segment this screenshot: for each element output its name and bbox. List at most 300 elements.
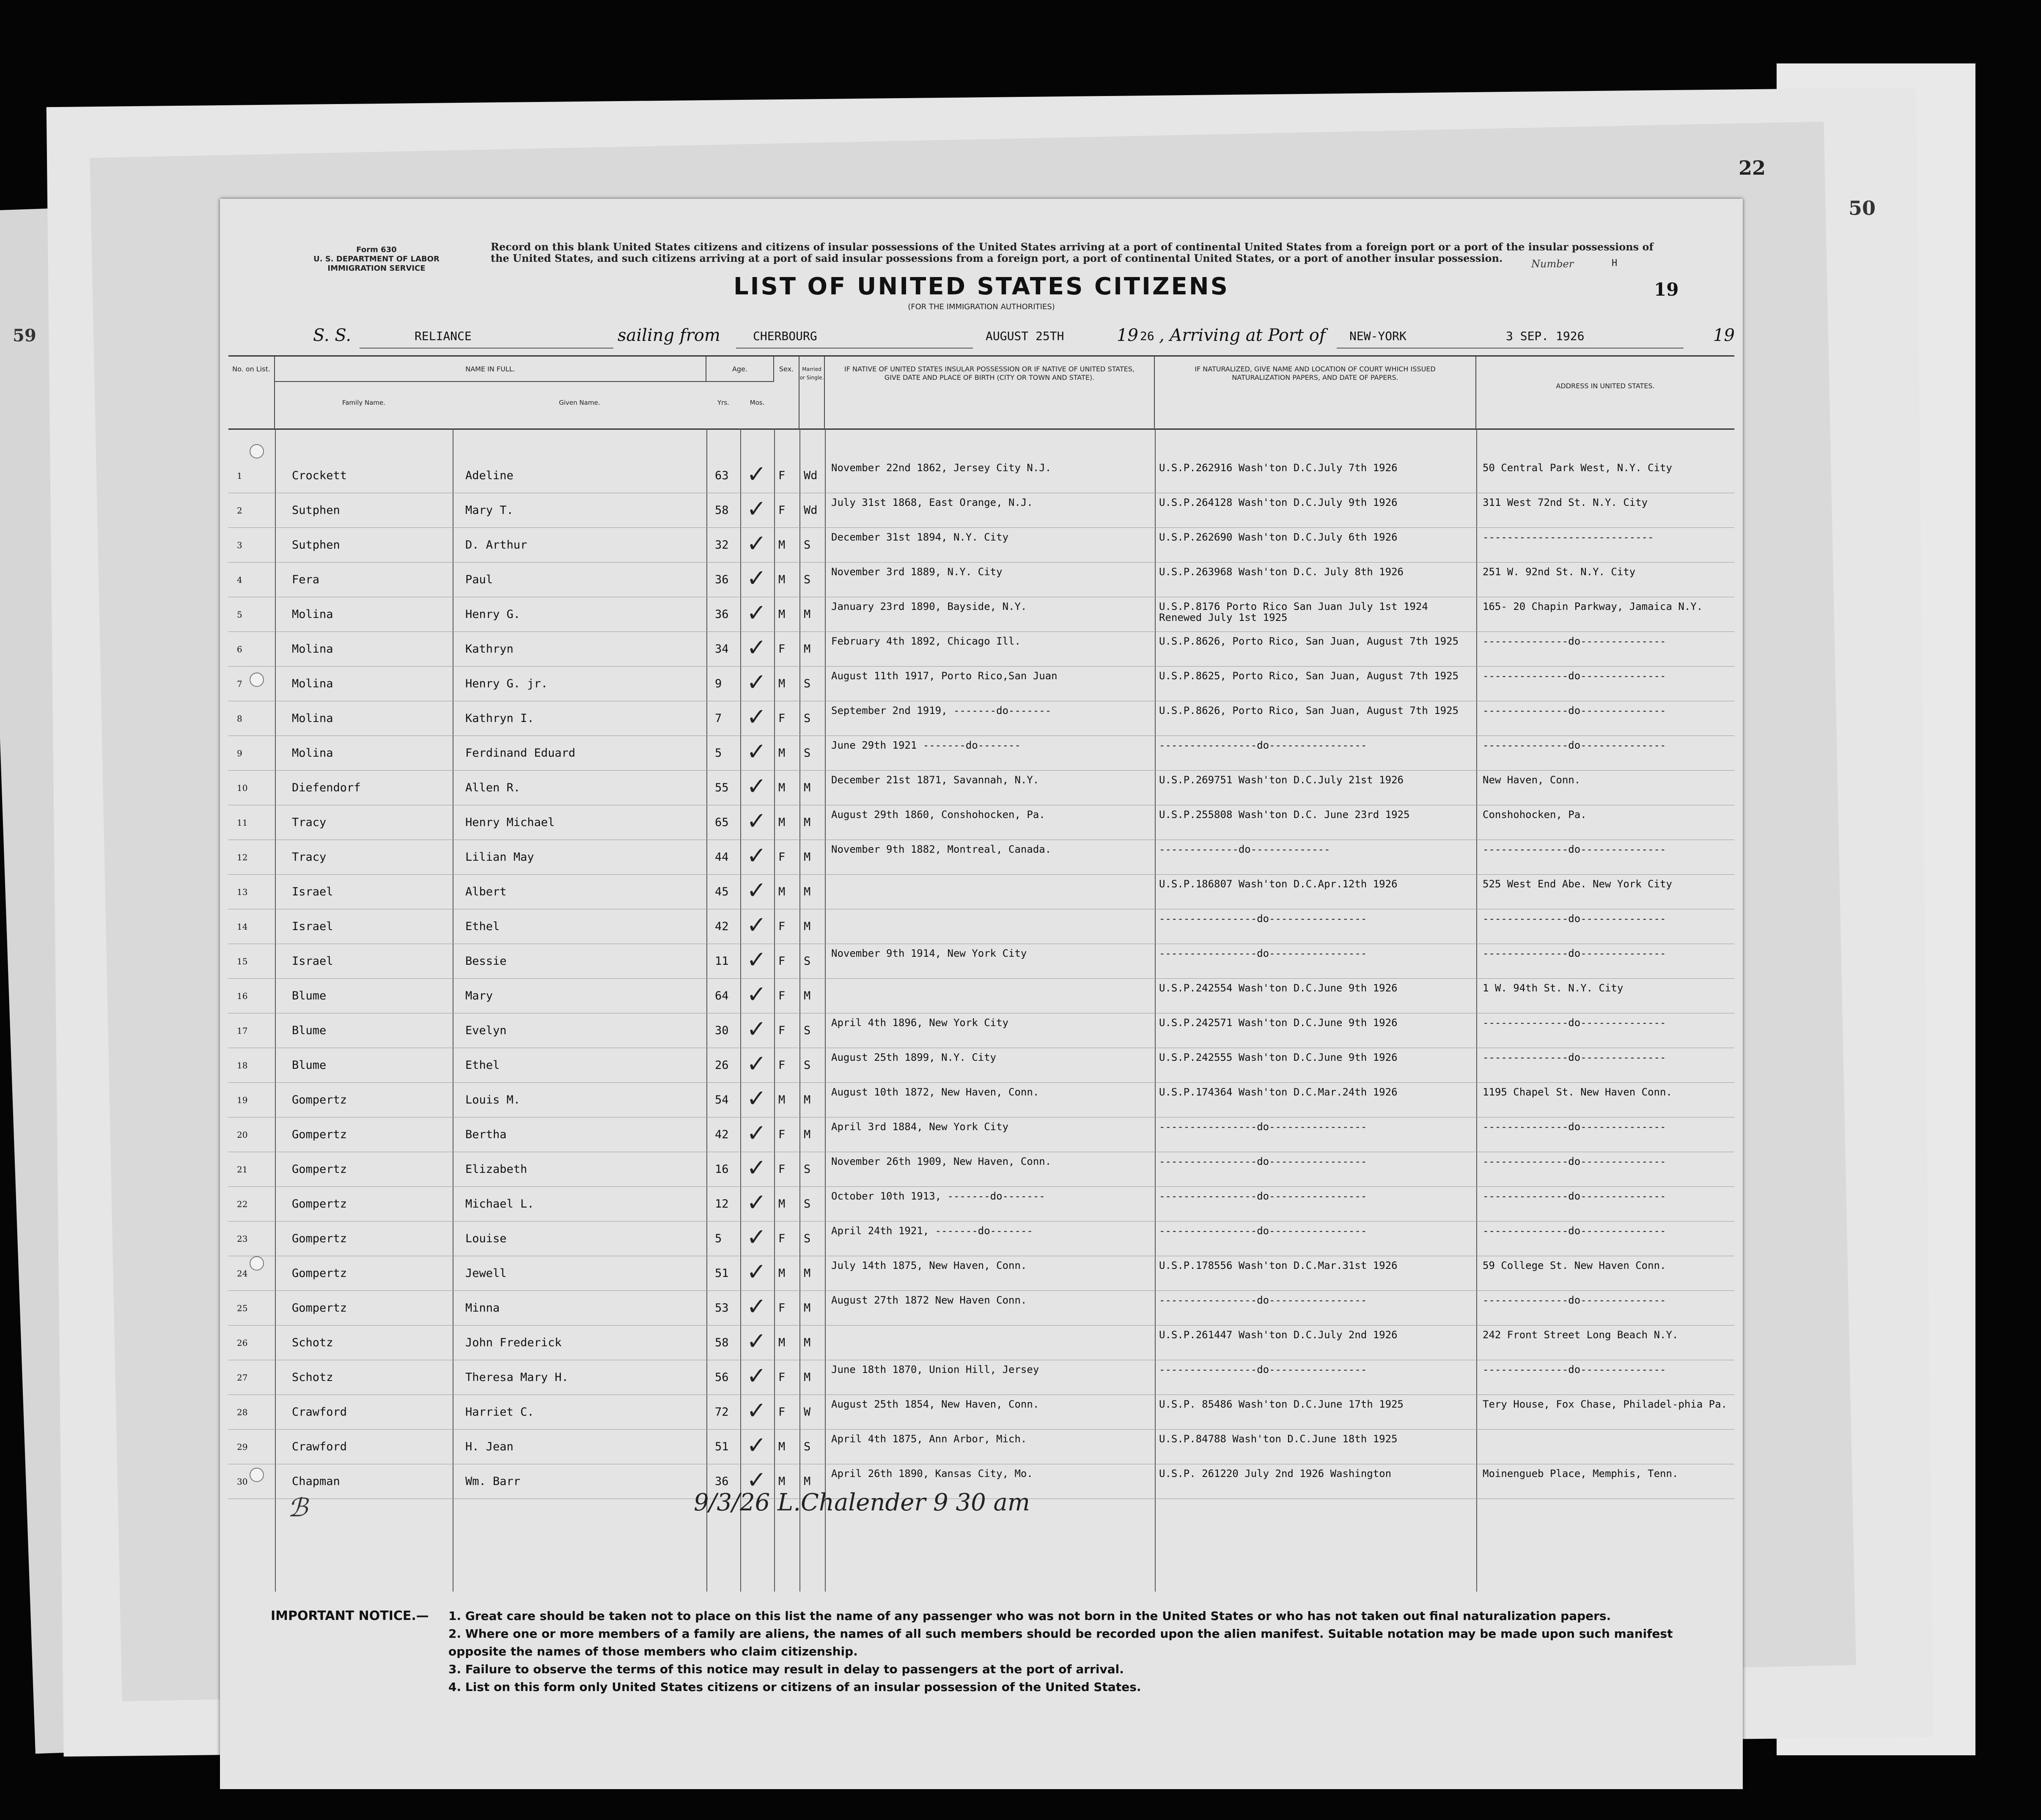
given-name: D. Arthur: [465, 538, 527, 552]
table-row: [228, 1325, 1734, 1360]
department-name: U. S. DEPARTMENT OF LABOR: [313, 255, 440, 264]
address: --------------do--------------: [1483, 670, 1666, 681]
outer-page-number-b: 50: [1849, 197, 1876, 220]
sex: M: [778, 781, 786, 794]
birth-info: April 3rd 1884, New York City: [831, 1121, 1009, 1132]
naturalization-info: ----------------do----------------: [1159, 1156, 1367, 1167]
family-name: Chapman: [292, 1475, 340, 1488]
birth-info: November 3rd 1889, N.Y. City: [831, 566, 1003, 577]
age-years: 65: [715, 816, 729, 829]
address: 165- 20 Chapin Parkway, Jamaica N.Y.: [1483, 601, 1703, 612]
sailing-label: sailing from: [618, 326, 720, 345]
table-row: [228, 874, 1734, 909]
given-name: Henry G.: [465, 608, 521, 621]
marital-status: S: [804, 538, 811, 552]
row-number: 8: [237, 714, 242, 724]
age-years: 63: [715, 469, 729, 482]
given-name: Mary: [465, 989, 493, 1002]
row-number: 2: [237, 505, 242, 516]
birth-info: August 25th 1899, N.Y. City: [831, 1052, 997, 1063]
marital-status: Wd: [804, 504, 818, 517]
given-name: Mary T.: [465, 504, 514, 517]
family-name: Gompertz: [292, 1267, 347, 1280]
given-name: John Frederick: [465, 1336, 562, 1349]
family-name: Israel: [292, 955, 333, 968]
birth-info: July 31st 1868, East Orange, N.J.: [831, 497, 1033, 508]
age-years: 56: [715, 1371, 729, 1384]
family-name: Fera: [292, 573, 320, 586]
table-row: [228, 736, 1734, 771]
row-number: 9: [237, 748, 242, 758]
age-years: 55: [715, 781, 729, 794]
given-name: Harriet C.: [465, 1405, 534, 1419]
row-number: 14: [237, 922, 248, 932]
birth-info: October 10th 1913, -------do-------: [831, 1191, 1045, 1202]
row-number: 26: [237, 1338, 248, 1348]
number-value: H: [1612, 258, 1618, 269]
check-mark: ✓: [747, 1120, 766, 1147]
check-mark: ✓: [747, 877, 766, 904]
table-row: [228, 770, 1734, 805]
punch-hole: [250, 444, 264, 458]
given-name: Minna: [465, 1301, 500, 1315]
table-row: [228, 1395, 1734, 1430]
birth-info: April 26th 1890, Kansas City, Mo.: [831, 1468, 1033, 1479]
arrival-port: NEW-YORK: [1349, 329, 1406, 343]
table-row: [228, 1360, 1734, 1395]
age-years: 9: [715, 677, 722, 690]
table-row: [228, 1152, 1734, 1187]
header-married: Married or Single.: [799, 357, 825, 428]
family-name: Gompertz: [292, 1232, 347, 1245]
family-name: Molina: [292, 608, 333, 621]
given-name: H. Jean: [465, 1440, 514, 1453]
notice-list: [448, 1607, 1709, 1696]
marital-status: S: [804, 712, 811, 725]
family-name: Molina: [292, 642, 333, 656]
check-mark: ✓: [747, 1328, 766, 1355]
age-years: 5: [715, 747, 722, 760]
sex: M: [778, 1440, 786, 1453]
page-title: LIST OF UNITED STATES CITIZENS: [733, 273, 1229, 300]
birth-info: September 2nd 1919, -------do-------: [831, 705, 1052, 716]
table-header: [228, 357, 1734, 430]
outer-page-number-c: 59: [13, 326, 36, 346]
naturalization-info: ----------------do----------------: [1159, 740, 1367, 751]
family-name: Gompertz: [292, 1093, 347, 1106]
address: --------------do--------------: [1483, 636, 1666, 647]
address: --------------do--------------: [1483, 844, 1666, 855]
table-row: [228, 631, 1734, 667]
birth-info: April 4th 1896, New York City: [831, 1017, 1009, 1028]
naturalization-info: U.S.P.269751 Wash'ton D.C.July 21st 1926: [1159, 774, 1404, 785]
sex: M: [778, 538, 786, 552]
address: --------------do--------------: [1483, 1225, 1666, 1236]
sex: M: [778, 677, 786, 690]
family-name: Blume: [292, 1059, 327, 1072]
naturalization-info: U.S.P.84788 Wash'ton D.C.June 18th 1925: [1159, 1433, 1398, 1444]
sex: F: [778, 1163, 786, 1176]
birth-info: July 14th 1875, New Haven, Conn.: [831, 1260, 1027, 1271]
age-years: 58: [715, 504, 729, 517]
marital-status: M: [804, 920, 811, 933]
given-name: Theresa Mary H.: [465, 1371, 569, 1384]
address: 251 W. 92nd St. N.Y. City: [1483, 566, 1636, 577]
age-years: 5: [715, 1232, 722, 1245]
address: --------------do--------------: [1483, 705, 1666, 716]
table-row: [228, 1082, 1734, 1117]
check-mark: ✓: [747, 911, 766, 939]
header-sex: Sex.: [774, 357, 799, 428]
departure-date: AUGUST 25TH: [986, 329, 1064, 343]
given-name: Allen R.: [465, 781, 521, 794]
row-number: 4: [237, 575, 242, 585]
marital-status: M: [804, 608, 811, 621]
family-name: Molina: [292, 712, 333, 725]
check-mark: ✓: [747, 1466, 766, 1494]
birth-info: April 4th 1875, Ann Arbor, Mich.: [831, 1433, 1027, 1444]
row-number: 16: [237, 991, 248, 1001]
naturalization-info: U.S.P.262690 Wash'ton D.C.July 6th 1926: [1159, 532, 1398, 543]
voyage-line: [313, 326, 1735, 351]
header-naturalized: IF NATURALIZED, GIVE NAME AND LOCATION OF COURT WHICH ISSUED NATURALIZATION PAPERS, AND DATE OF PAPERS.: [1155, 357, 1476, 428]
birth-info: August 11th 1917, Porto Rico,San Juan: [831, 670, 1058, 681]
family-name: Schotz: [292, 1336, 333, 1349]
header-no: No. on List.: [228, 357, 275, 428]
table-row: [228, 978, 1734, 1013]
address: New Haven, Conn.: [1483, 774, 1581, 785]
birth-info: June 29th 1921 -------do-------: [831, 740, 1021, 751]
address: --------------do--------------: [1483, 1052, 1666, 1063]
naturalization-info: U.S.P.255808 Wash'ton D.C. June 23rd 1925: [1159, 809, 1410, 820]
check-mark: ✓: [747, 565, 766, 592]
age-years: 51: [715, 1267, 729, 1280]
naturalization-info: U.S.P.242555 Wash'ton D.C.June 9th 1926: [1159, 1052, 1398, 1063]
form-number: Form 630: [356, 245, 397, 254]
row-number: 12: [237, 852, 248, 862]
naturalization-info: U.S.P.242571 Wash'ton D.C.June 9th 1926: [1159, 1017, 1398, 1028]
table-row: [228, 1013, 1734, 1048]
address: 50 Central Park West, N.Y. City: [1483, 462, 1672, 473]
family-name: Molina: [292, 677, 333, 690]
table-row: [228, 458, 1734, 493]
naturalization-info: ----------------do----------------: [1159, 1364, 1367, 1375]
marital-status: S: [804, 1024, 811, 1037]
check-mark: ✓: [747, 842, 766, 870]
header-mos: Mos.: [750, 399, 765, 406]
table-row: [228, 666, 1734, 701]
citizen-list-form: [220, 199, 1743, 1789]
form-header-block: [271, 245, 482, 273]
family-name: Gompertz: [292, 1163, 347, 1176]
naturalization-info: ----------------do----------------: [1159, 1225, 1367, 1236]
address: --------------do--------------: [1483, 1295, 1666, 1306]
row-number: 15: [237, 956, 248, 966]
header-birth: IF NATIVE OF UNITED STATES INSULAR POSSESSION OR IF NATIVE OF UNITED STATES, GIVE DATE AND PLACE OF BIRTH (CITY OR TOWN AND STATE).: [825, 357, 1155, 428]
birth-info: November 22nd 1862, Jersey City N.J.: [831, 462, 1052, 473]
address: --------------do--------------: [1483, 948, 1666, 959]
naturalization-info: U.S.P.8625, Porto Rico, San Juan, August 7th 1925: [1159, 670, 1459, 681]
age-years: 54: [715, 1093, 729, 1106]
page-subtitle: (FOR THE IMMIGRATION AUTHORITIES): [908, 302, 1055, 311]
header-family: Family Name.: [342, 399, 386, 406]
naturalization-info: U.S.P.263968 Wash'ton D.C. July 8th 1926: [1159, 566, 1404, 577]
marital-status: S: [804, 677, 811, 690]
table-row: [228, 597, 1734, 632]
sex: F: [778, 712, 786, 725]
family-name: Schotz: [292, 1371, 333, 1384]
header-address: ADDRESS IN UNITED STATES.: [1556, 382, 1655, 390]
header-age: Age.: [706, 357, 774, 382]
age-years: 72: [715, 1405, 729, 1419]
header-name: NAME IN FULL.: [275, 357, 706, 382]
age-years: 36: [715, 608, 729, 621]
naturalization-info: U.S.P.261447 Wash'ton D.C.July 2nd 1926: [1159, 1329, 1398, 1340]
sex: F: [778, 1059, 786, 1072]
notice-item: 3. Failure to observe the terms of this notice may result in delay to passengers at the port of arrival.: [448, 1662, 1124, 1676]
table-row: [228, 562, 1734, 597]
marital-status: M: [804, 1336, 811, 1349]
marital-status: M: [804, 1128, 811, 1141]
family-name: Molina: [292, 747, 333, 760]
address: 242 Front Street Long Beach N.Y.: [1483, 1329, 1678, 1340]
check-mark: ✓: [747, 1362, 766, 1390]
birth-info: April 24th 1921, -------do-------: [831, 1225, 1033, 1236]
age-years: 42: [715, 920, 729, 933]
naturalization-info: U.S.P. 261220 July 2nd 1926 Washington: [1159, 1468, 1392, 1479]
address: ----------------------------: [1483, 532, 1654, 543]
birth-info: November 9th 1914, New York City: [831, 948, 1027, 959]
row-number: 13: [237, 887, 248, 897]
row-number: 11: [237, 818, 248, 828]
given-name: Louis M.: [465, 1093, 521, 1106]
check-mark: ✓: [747, 1189, 766, 1216]
outer-page-number-a: 22: [1739, 156, 1766, 179]
marital-status: Wd: [804, 469, 818, 482]
check-mark: ✓: [747, 738, 766, 766]
birth-info: December 21st 1871, Savannah, N.Y.: [831, 774, 1039, 785]
address: --------------do--------------: [1483, 740, 1666, 751]
check-mark: ✓: [747, 1432, 766, 1459]
row-number: 10: [237, 783, 248, 793]
naturalization-info: ----------------do----------------: [1159, 1121, 1367, 1132]
given-name: Kathryn I.: [465, 712, 534, 725]
family-name: Crockett: [292, 469, 347, 482]
marital-status: M: [804, 885, 811, 898]
naturalization-info: U.S.P.186807 Wash'ton D.C.Apr.12th 1926: [1159, 878, 1398, 889]
age-years: 30: [715, 1024, 729, 1037]
family-name: Israel: [292, 885, 333, 898]
check-mark: ✓: [747, 1085, 766, 1112]
family-name: Crawford: [292, 1440, 347, 1453]
marital-status: S: [804, 1163, 811, 1176]
row-number: 21: [237, 1164, 248, 1175]
service-name: IMMIGRATION SERVICE: [327, 264, 426, 273]
row-number: 18: [237, 1060, 248, 1071]
marital-status: S: [804, 1232, 811, 1245]
marital-status: M: [804, 1093, 811, 1106]
family-name: Tracy: [292, 816, 327, 829]
birth-info: November 9th 1882, Montreal, Canada.: [831, 844, 1052, 855]
given-name: Ethel: [465, 1059, 500, 1072]
naturalization-info: U.S.P.264128 Wash'ton D.C.July 9th 1926: [1159, 497, 1398, 508]
sex: M: [778, 608, 786, 621]
family-name: Diefendorf: [292, 781, 361, 794]
marital-status: M: [804, 642, 811, 656]
given-name: Louise: [465, 1232, 507, 1245]
given-name: Lilian May: [465, 851, 534, 864]
notice-item: 2. Where one or more members of a family are aliens, the names of all such members should be recorded upon the alien manifest. Suitable notation may be made upon such manifest opposite the names of those members who claim citizenship.: [448, 1627, 1673, 1658]
table-row: [228, 1429, 1734, 1464]
birth-info: November 26th 1909, New Haven, Conn.: [831, 1156, 1052, 1167]
naturalization-info: U.S.P.242554 Wash'ton D.C.June 9th 1926: [1159, 983, 1398, 994]
notice-item: 4. List on this form only United States citizens or citizens of an insular possession of the United States.: [448, 1680, 1141, 1694]
age-years: 7: [715, 712, 722, 725]
table-row: [228, 1186, 1734, 1222]
address: Tery House, Fox Chase, Philadel-phia Pa.: [1483, 1399, 1727, 1410]
ship-name: RELIANCE: [415, 329, 472, 343]
check-mark: ✓: [747, 1224, 766, 1251]
check-mark: ✓: [747, 1397, 766, 1425]
check-mark: ✓: [747, 1293, 766, 1320]
naturalization-info: ----------------do----------------: [1159, 913, 1367, 924]
row-number: 30: [237, 1477, 248, 1487]
address: --------------do--------------: [1483, 1156, 1666, 1167]
address: 525 West End Abe. New York City: [1483, 878, 1672, 889]
age-years: 32: [715, 538, 729, 552]
age-years: 53: [715, 1301, 729, 1315]
address: --------------do--------------: [1483, 1121, 1666, 1132]
check-mark: ✓: [747, 703, 766, 731]
punch-hole: [250, 673, 264, 687]
age-years: 36: [715, 573, 729, 586]
marital-status: S: [804, 573, 811, 586]
handwritten-mark: ℬ: [288, 1493, 308, 1523]
table-row: [228, 493, 1734, 528]
marital-status: M: [804, 851, 811, 864]
sex: F: [778, 504, 786, 517]
table-row: [228, 944, 1734, 979]
age-years: 42: [715, 1128, 729, 1141]
row-number: 5: [237, 609, 242, 620]
check-mark: ✓: [747, 1016, 766, 1043]
naturalization-info: U.S.P.8176 Porto Rico San Juan July 1st 1924 Renewed July 1st 1925: [1159, 601, 1428, 623]
given-name: Adeline: [465, 469, 514, 482]
row-number: 27: [237, 1373, 248, 1383]
table-row: [228, 1290, 1734, 1326]
address: 1 W. 94th St. N.Y. City: [1483, 983, 1623, 994]
sex: M: [778, 1267, 786, 1280]
marital-status: S: [804, 1440, 811, 1453]
punch-hole: [250, 1468, 264, 1482]
naturalization-info: U.S.P.8626, Porto Rico, San Juan, August 7th 1925: [1159, 705, 1459, 716]
sex: F: [778, 989, 786, 1002]
family-name: Blume: [292, 1024, 327, 1037]
given-name: Wm. Barr: [465, 1475, 521, 1488]
sex: F: [778, 642, 786, 656]
given-name: Albert: [465, 885, 507, 898]
age-years: 34: [715, 642, 729, 656]
arriving-label: , Arriving at Port of: [1159, 326, 1326, 345]
table-row: [228, 909, 1734, 944]
given-name: Paul: [465, 573, 493, 586]
age-years: 26: [715, 1059, 729, 1072]
age-years: 16: [715, 1163, 729, 1176]
sex: F: [778, 469, 786, 482]
table-row: [228, 805, 1734, 840]
notice-label: IMPORTANT NOTICE.—: [271, 1609, 429, 1623]
sex: F: [778, 920, 786, 933]
sex: F: [778, 851, 786, 864]
record-instructions: Record on this blank United States citizens and citizens of insular possessions of the United States arriving at a port of continental United States from a foreign port or a port of the insular possessions of the United States, and such citizens arriving at a port of said insular possessions from a foreign port, a port of continental United States, or a port of another insular possession.: [491, 241, 1654, 264]
naturalization-info: U.S.P.8626, Porto Rico, San Juan, August 7th 1925: [1159, 636, 1459, 647]
table-row: [228, 701, 1734, 736]
row-number: 19: [237, 1095, 248, 1105]
sex: M: [778, 1093, 786, 1106]
birth-info: August 10th 1872, New Haven, Conn.: [831, 1087, 1039, 1098]
check-mark: ✓: [747, 461, 766, 488]
page-number: 19: [1654, 279, 1679, 300]
naturalization-info: U.S.P.262916 Wash'ton D.C.July 7th 1926: [1159, 462, 1398, 473]
sex: F: [778, 1024, 786, 1037]
address: --------------do--------------: [1483, 913, 1666, 924]
inspector-signature: 9/3/26 L.Chalender 9 30 am: [694, 1489, 1030, 1516]
marital-status: M: [804, 1475, 811, 1488]
row-number: 29: [237, 1442, 248, 1452]
row-number: 7: [237, 679, 242, 689]
sex: M: [778, 816, 786, 829]
row-number: 1: [237, 471, 242, 481]
check-mark: ✓: [747, 1050, 766, 1078]
given-name: Evelyn: [465, 1024, 507, 1037]
check-mark: ✓: [747, 1258, 766, 1286]
naturalization-info: ----------------do----------------: [1159, 1191, 1367, 1202]
sex: F: [778, 955, 786, 968]
sex: F: [778, 1301, 786, 1315]
punch-hole: [250, 1256, 264, 1271]
sex: F: [778, 1371, 786, 1384]
check-mark: ✓: [747, 773, 766, 800]
number-label: Number: [1531, 258, 1574, 270]
family-name: Gompertz: [292, 1301, 347, 1315]
row-number: 28: [237, 1407, 248, 1417]
marital-status: S: [804, 747, 811, 760]
arrival-date: 3 SEP. 1926: [1506, 329, 1585, 343]
row-number: 6: [237, 644, 242, 654]
given-name: Ethel: [465, 920, 500, 933]
year-label: 19: [1117, 326, 1138, 345]
sex: M: [778, 1336, 786, 1349]
address: Moinengueb Place, Memphis, Tenn.: [1483, 1468, 1678, 1479]
given-name: Michael L.: [465, 1197, 534, 1211]
address: --------------do--------------: [1483, 1191, 1666, 1202]
age-years: 44: [715, 851, 729, 864]
check-mark: ✓: [747, 669, 766, 696]
check-mark: ✓: [747, 599, 766, 627]
departure-year: 26: [1140, 329, 1154, 343]
given-name: Kathryn: [465, 642, 514, 656]
given-name: Ferdinand Eduard: [465, 747, 576, 760]
passenger-table: [228, 355, 1734, 1592]
sex: M: [778, 1475, 786, 1488]
given-name: Elizabeth: [465, 1163, 527, 1176]
birth-info: December 31st 1894, N.Y. City: [831, 532, 1009, 543]
table-row: [228, 527, 1734, 563]
sex: F: [778, 1232, 786, 1245]
age-years: 11: [715, 955, 729, 968]
birth-info: February 4th 1892, Chicago Ill.: [831, 636, 1021, 647]
header-given: Given Name.: [559, 399, 600, 406]
